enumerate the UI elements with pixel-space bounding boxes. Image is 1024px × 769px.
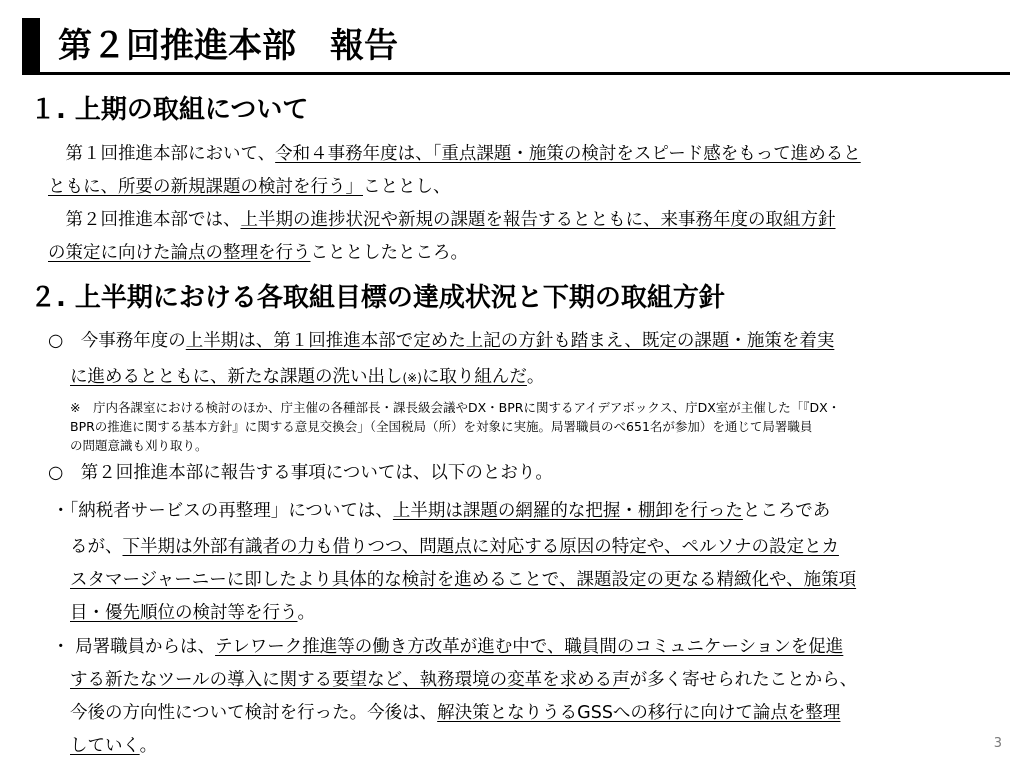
- detail1-line3: [70, 564, 856, 597]
- text-run-0: るが、: [70, 537, 123, 557]
- underlined-text-run-0: ともに、所要の新規課題の検討を行う」: [48, 177, 363, 197]
- underlined-text-run-1: テレワーク推進等の働き方改革が進む中で、職員間のコミュニケーションを促進: [215, 637, 844, 657]
- underlined-text-run-1: 上半期は課題の網羅的な把握・棚卸を行った: [392, 501, 743, 521]
- underlined-text-run-0: する新たなツールの導入に関する要望など、執務環境の変革を求める声: [70, 670, 630, 690]
- detail2-line3: [70, 697, 840, 730]
- text-run-1: 。: [297, 603, 315, 623]
- text-run-1: 。: [139, 736, 158, 756]
- underlined-text-run-1: 解決策となりうるGSSへの移行に向けて論点を整理: [437, 703, 841, 723]
- title-divider: [22, 72, 1010, 75]
- detail2-line1: [52, 631, 843, 664]
- text-run-0: 今後の方向性について検討を行った。今後は、: [70, 703, 438, 723]
- underlined-text-run-0: 目・優先順位の検討等を行う: [70, 603, 298, 623]
- underlined-text-run-0: の策定に向けた論点の整理を行う: [48, 243, 311, 263]
- text-run-0: ○ 今事務年度の: [48, 331, 186, 351]
- detail1-line2: [70, 531, 839, 564]
- detail1-line1: [52, 495, 830, 528]
- section2-bullet1-line2: [70, 361, 544, 395]
- underlined-text-run-2: に取り組んだ: [421, 367, 527, 387]
- underlined-text-run-1: 上半期は、第１回推進本部で定めた上記の方針も踏まえ、既定の課題・施策を着実: [185, 331, 835, 351]
- text-run-0: ・「納税者サービスの再整理」については、: [52, 501, 393, 521]
- underlined-text-run-0: に進めるとともに、新たな課題の洗い出し: [70, 367, 403, 387]
- text-run-1: こととしたところ。: [310, 243, 468, 263]
- text-run-3: 。: [526, 367, 545, 387]
- text-run-0: ・ 局署職員からは、: [52, 637, 216, 657]
- footnote-line3: の問題意識も刈り取り。: [70, 438, 208, 453]
- text-run-0: 第１回推進本部において、: [48, 144, 276, 164]
- underlined-text-run-1: 令和４事務年度は、「重点課題・施策の検討をスピード感をもって進めると: [275, 144, 861, 164]
- section1-heading: １. 上期の取組について: [30, 95, 309, 125]
- underlined-text-run-0: していく: [70, 736, 140, 756]
- section1-p1-line2: [48, 171, 451, 204]
- footnote-line1: ※ 庁内各課室における検討のほか、庁主催の各種部長・課長級会議やDX・BPRに関するアイデアボックス、庁DX室が主催した「『DX・: [70, 400, 841, 415]
- section1-p2-line1: [48, 204, 836, 237]
- section2-bullet2: ○ 第２回推進本部に報告する事項については、以下のとおり。: [48, 463, 553, 483]
- underlined-text-run-0: スタマージャーニーに即したより具体的な検討を進めることで、課題設定の更なる精緻化や、施策項: [70, 570, 857, 590]
- underlined-text-run-1: (※): [402, 371, 422, 385]
- section2-bullet1-line1: [48, 325, 834, 358]
- detail2-line2: [70, 664, 857, 697]
- text-run-1: が多く寄せられたことから、: [629, 670, 858, 690]
- text-run-0: 第２回推進本部では、: [48, 210, 241, 230]
- underlined-text-run-1: 上半期の進捗状況や新規の課題を報告するとともに、来事務年度の取組方針: [240, 210, 836, 230]
- text-run-1: こととし、: [363, 177, 451, 197]
- section1-p2-line2: [48, 237, 468, 270]
- page-title: 第２回推進本部 報告: [58, 26, 398, 66]
- title-accent-bar: [22, 18, 40, 74]
- section2-heading: ２. 上半期における各取組目標の達成状況と下期の取組方針: [30, 283, 725, 313]
- section1-p1-line1: [48, 138, 861, 171]
- detail1-line4: [70, 597, 315, 630]
- text-run-2: ところであ: [742, 501, 831, 521]
- detail2-line4: [70, 730, 157, 763]
- underlined-text-run-1: 下半期は外部有識者の力も借りつつ、問題点に対応する原因の特定や、ペルソナの設定とカ: [122, 537, 839, 557]
- page-number: 3: [993, 736, 1002, 751]
- footnote-line2: BPRの推進に関する基本方針』に関する意見交換会」（全国税局（所）を対象に実施。局署職員のべ651名が参加）を通じて局署職員: [70, 419, 813, 434]
